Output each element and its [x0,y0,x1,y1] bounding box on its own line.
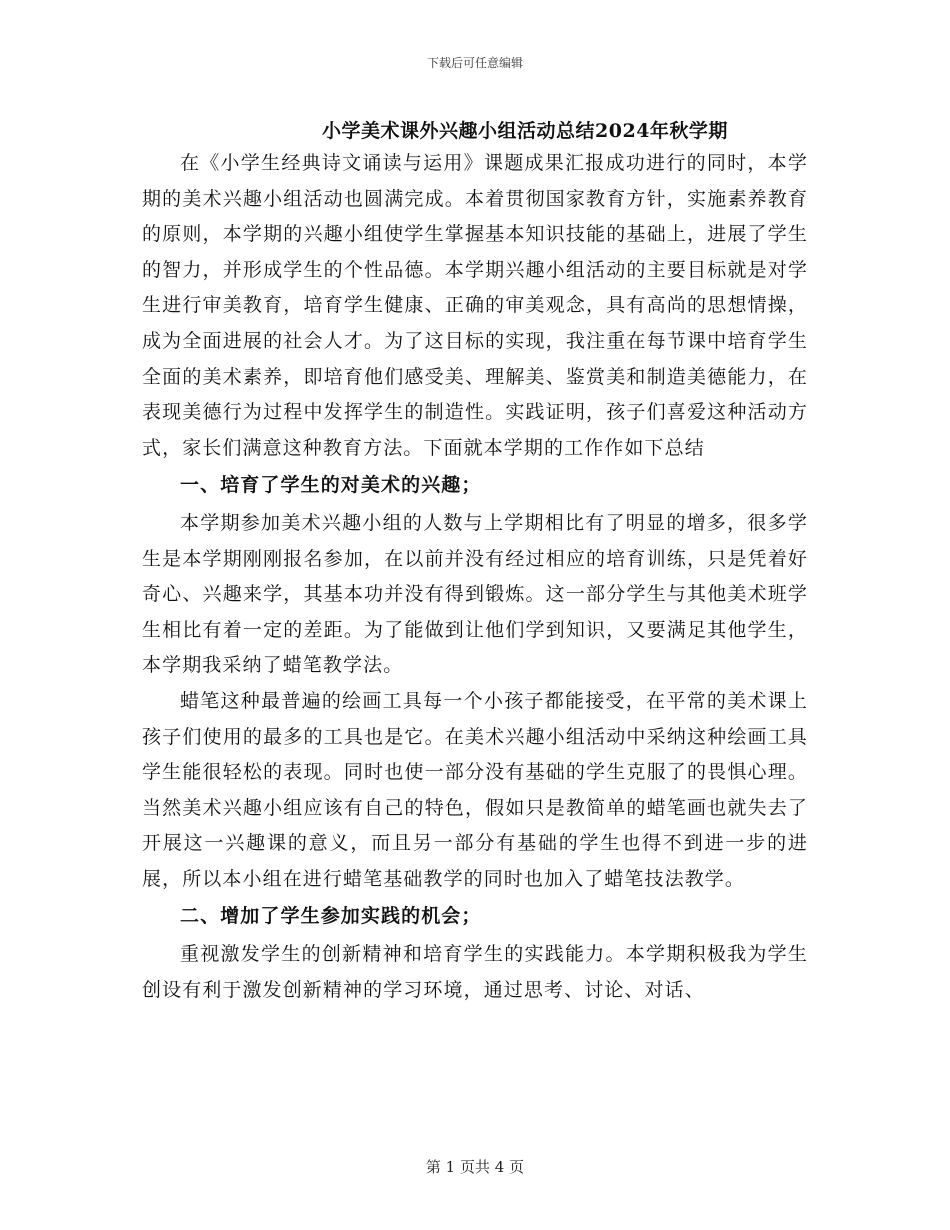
header-note: 下载后可任意编辑 [426,56,523,70]
section-1-heading: 一、培育了学生的对美术的兴趣； [180,474,482,497]
intro-paragraph: 在《小学生经典诗文诵读与运用》课题成果汇报成功进行的同时，本学期的美术兴趣小组活动也圆满完成。本着贯彻国家教育方针，实施素养教育的原则，本学期的兴趣小组使学生掌握基本知识技能的基础上，进展了学生的智力，并形成学生的个性品德。本学期兴趣小组活动的主要目标就是对学生进行审美教育，培育学生健康、正确的审美观念，具有高尚的思想情操，成为全面进展的社会人才。为了这目标的实现，我注重在每节课中培育学生全面的美术素养，即培育他们感受美、理解美、鉴赏美和制造美德能力，在表现美德行为过程中发挥学生的制造性。实践证明，孩子们喜爱这种活动方式，家长们满意这种教育方法。下面就本学期的工作作如下总结 [142,152,808,459]
document-body [142,146,808,1008]
section-2-paragraph-1: 重视激发学生的创新精神和培育学生的实践能力。本学期积极我为学生创设有利于激发创新精神的学习环境，通过思考、讨论、对话、 [142,943,808,1001]
section-2-heading: 二、增加了学生参加实践的机会； [180,905,482,928]
section-1-paragraph-2: 蜡笔这种最普遍的绘画工具每一个小孩子都能接受，在平常的美术课上孩子们使用的最多的工具也是它。在美术兴趣小组活动中采纳这种绘画工具学生能很轻松的表现。同时也使一部分没有基础的学生克服了的畏惧心理。当然美术兴趣小组应该有自己的特色，假如只是教简单的蜡笔画也就失去了开展这一兴趣课的意义，而且另一部分有基础的学生也得不到进一步的进展，所以本小组在进行蜡笔基础教学的同时也加入了蜡笔技法教学。 [142,689,808,890]
section-1-paragraph-1: 本学期参加美术兴趣小组的人数与上学期相比有了明显的增多，很多学生是本学期刚刚报名参加，在以前并没有经过相应的培育训练，只是凭着好奇心、兴趣来学，其基本功并没有得到锻炼。这一部分学生与其他美术班学生相比有着一定的差距。为了能做到让他们学到知识，又要满足其他学生，本学期我采纳了蜡笔教学法。 [142,511,808,677]
page-number-footer: 第 1 页共 4 页 [425,1158,525,1176]
document-title: 小学美术课外兴趣小组活动总结2024年秋学期 [322,120,728,142]
